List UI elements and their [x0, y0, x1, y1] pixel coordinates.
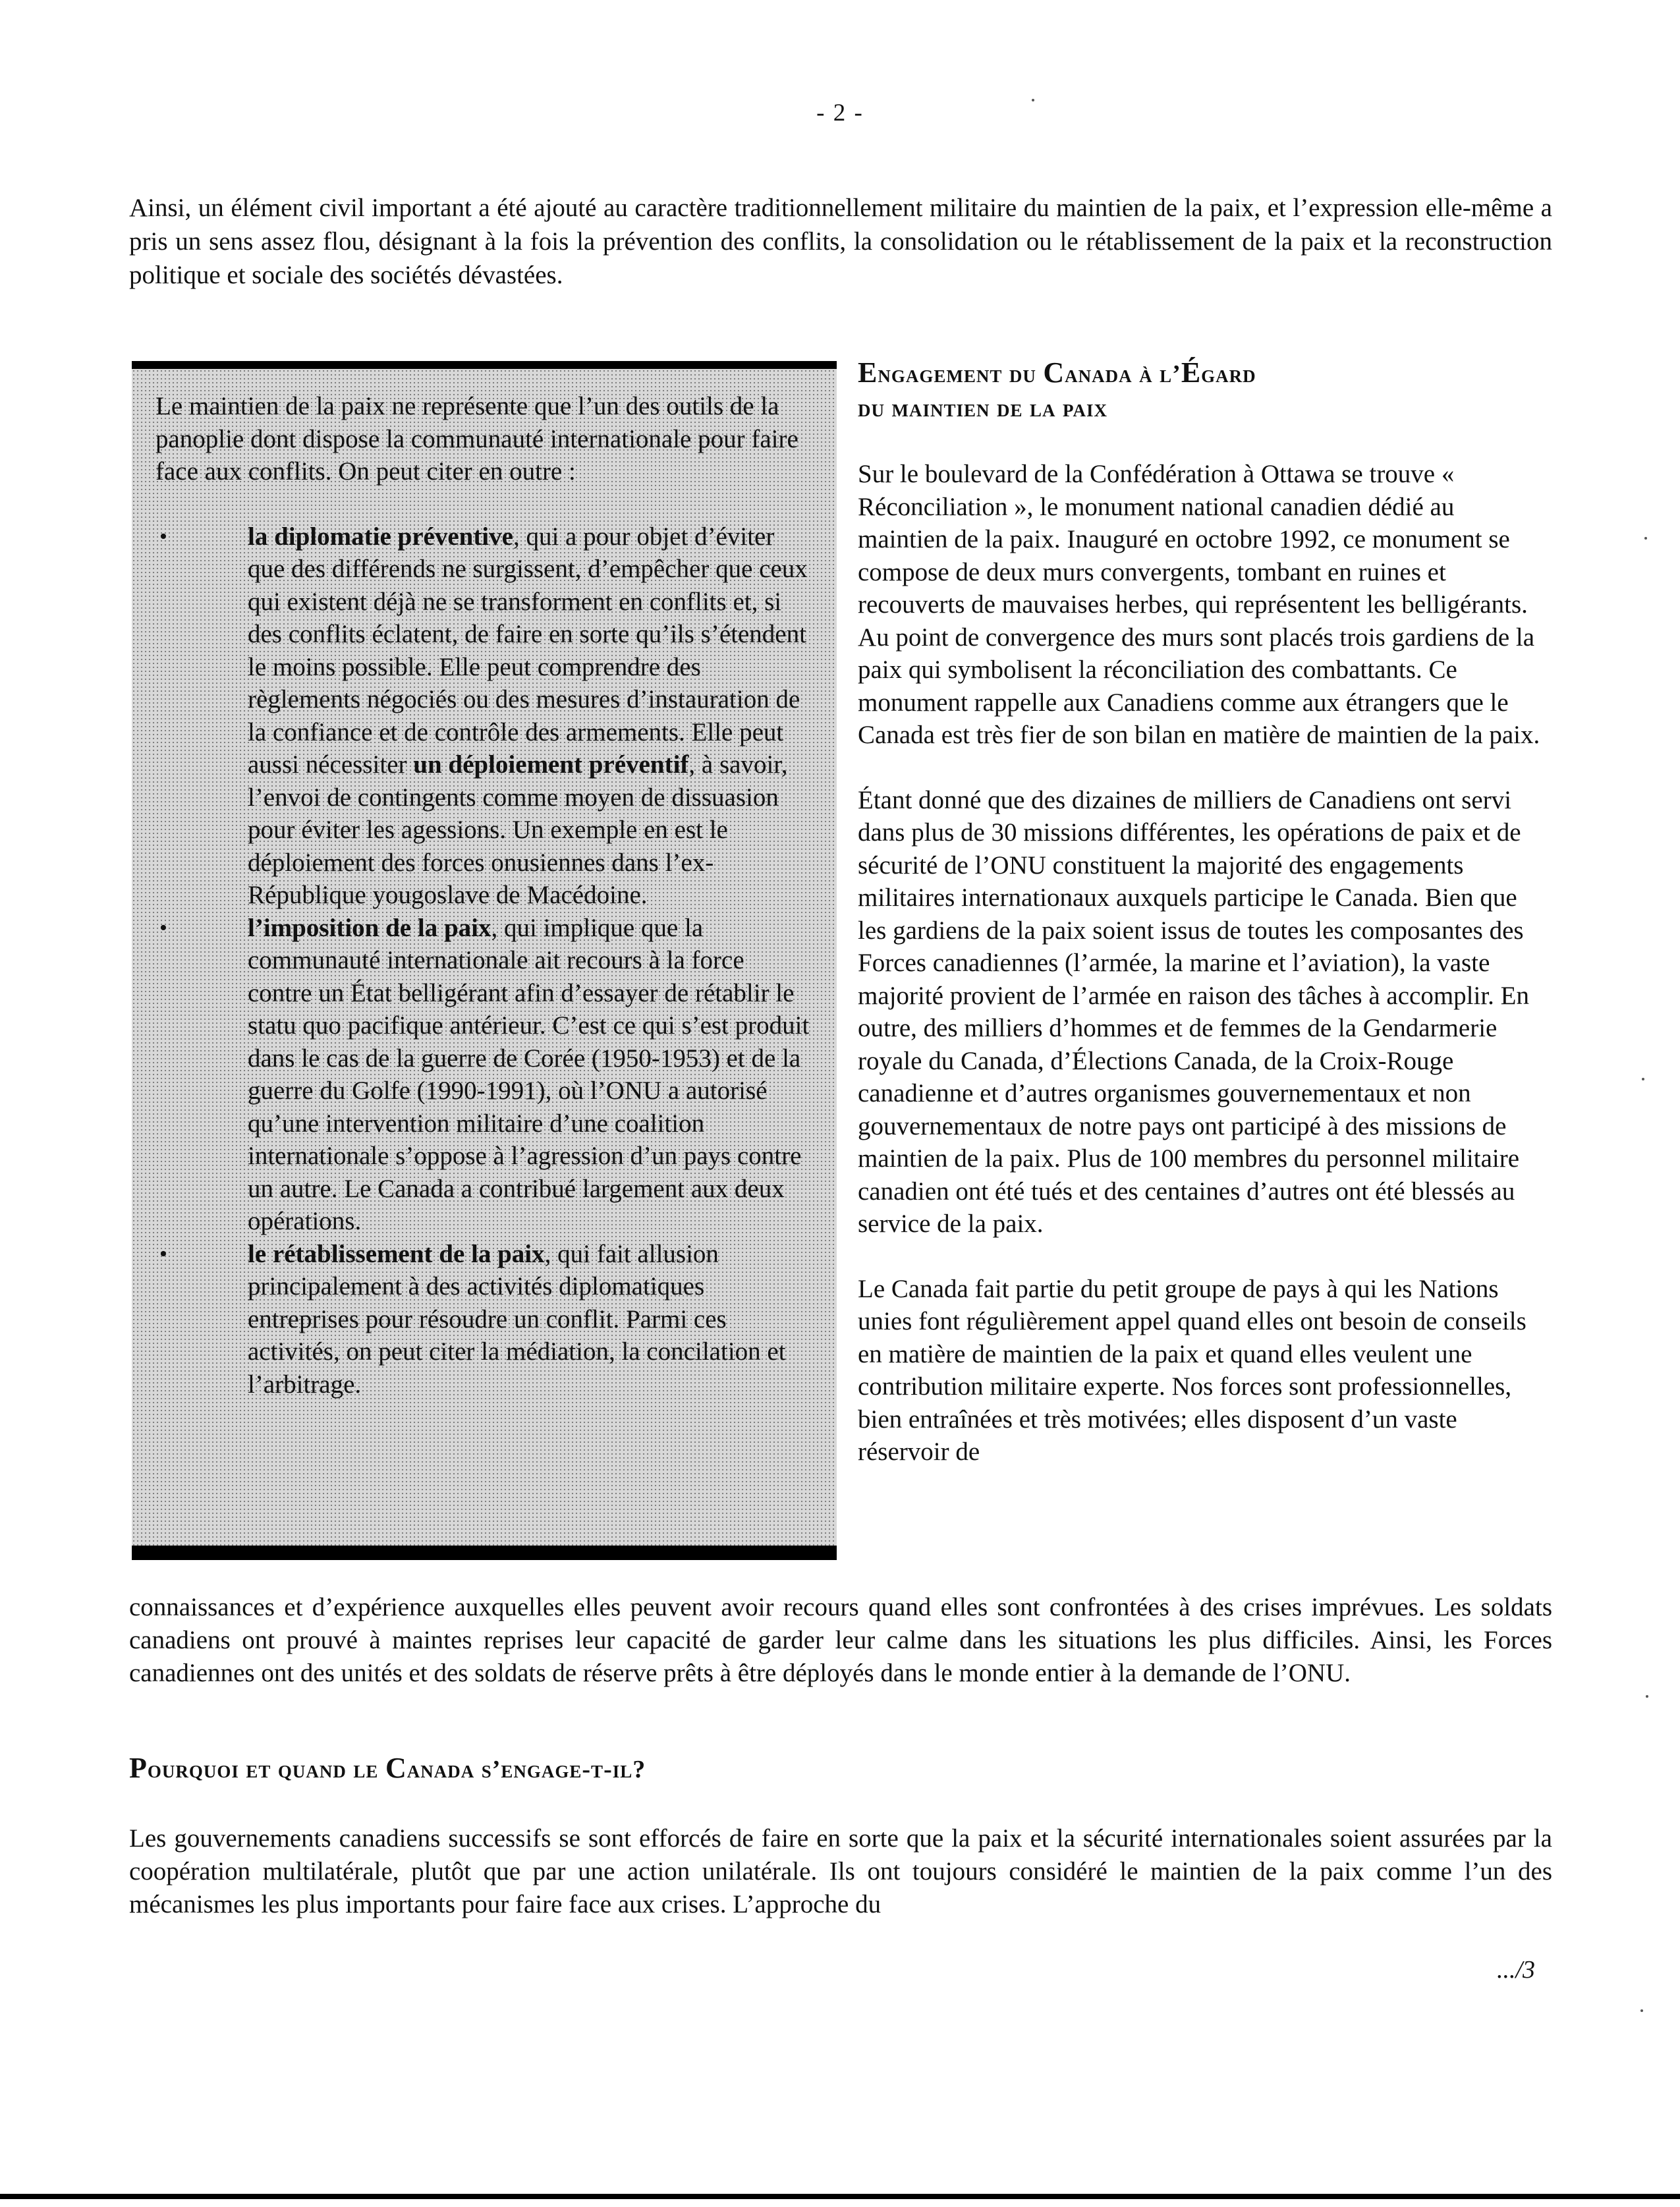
- intro-paragraph: Ainsi, un élément civil important a été ajouté au caractère traditionnellement militaire du maintien de la paix, et l’expression elle-même a pris un sens assez flou, désignant à la fois la prévention des conflits, la consolidation ou le rétablissement de la paix et la reconstruction politique et sociale des sociétés dévastées.: [129, 194, 1552, 289]
- scan-speck: [1644, 537, 1647, 540]
- scan-speck: [1642, 1078, 1644, 1080]
- bullet-icon: •: [159, 915, 167, 940]
- list-item: [155, 520, 814, 912]
- bottom-scan-border: [0, 2194, 1680, 2199]
- scan-speck: [1640, 2009, 1643, 2012]
- list-item-term: le rétablissement de la paix: [248, 1239, 545, 1268]
- sidebar-list: [155, 520, 814, 1401]
- list-item-text: , à savoir, l’envoi de contingents comme moyen de dissuasion pour éviter les agessions. Un exemple en est le déploiement des forces onusiennes dans l’ex-République yougoslave de Macédoine.: [248, 750, 788, 909]
- list-item-term: un déploiement préventif: [413, 750, 689, 779]
- sidebar-bottom-rule: [132, 1546, 837, 1560]
- next-page-marker: .../3: [1497, 1956, 1536, 1984]
- scan-speck: [1646, 1695, 1648, 1698]
- list-item: [155, 912, 814, 1238]
- list-item-text: , qui a pour objet d’éviter que des différends ne surgissent, d’empêcher que ceux qui existent déjà ne se transforment en conflits et, si des conflits éclatent, de faire en sorte qu’ils s’étendent le moins possible. Elle peut comprendre des règlements négociés ou des mesures d’instauration de la confiance et de contrôle des armements. Elle peut aussi nécessiter: [248, 522, 808, 779]
- section-heading: Engagement du Canada à l’Égard du maintien de la paix: [858, 356, 1256, 422]
- right-column: [858, 356, 1550, 1468]
- paragraph: Étant donné que des dizaines de milliers de Canadiens ont servi dans plus de 30 missions différentes, les opérations de paix et de sécurité de l’ONU constituent la majorité des engagements militaires internationaux auxquels participe le Canada. Bien que les gardiens de la paix soient issus de toutes les composantes des Forces canadiennes (l’armée, la marine et l’aviation), la vaste majorité provient de l’armée en raison des tâches à accomplir. En outre, des milliers d’hommes et de femmes de la Gendarmerie royale du Canada, d’Élections Canada, de la Croix-Rouge canadienne et d’autres organismes gouvernementaux et non gouvernementaux de notre pays ont participé à des missions de maintien de la paix. Plus de 100 membres du personnel militaire canadien ont été tués et des centaines d’autres ont été blessés au service de la paix.: [858, 785, 1530, 1238]
- paragraph: Le Canada fait partie du petit groupe de pays à qui les Nations unies font régulièrement appel quand elles ont besoin de conseils en matière de maintien de la paix et quand elles veulent une contribution militaire experte. Nos forces sont professionnelles, bien entraînées et très motivées; elles disposent d’un vaste réservoir de: [858, 1274, 1526, 1466]
- paragraph: connaissances et d’expérience auxquelles elles peuvent avoir recours quand elles sont confrontées à des crises imprévues. Les soldats canadiens ont prouvé à maintes reprises leur capacité de garder leur calme dans les situations les plus difficiles. Ainsi, les Forces canadiennes ont des unités et des soldats de réserve prêts à être déployés dans le monde entier à la demande de l’ONU.: [129, 1593, 1552, 1687]
- paragraph: Sur le boulevard de la Confédération à Ottawa se trouve « Réconciliation », le monument national canadien dédié au maintien de la paix. Inauguré en octobre 1992, ce monument se compose de deux murs convergents, tombant en ruines et recouverts de mauvaises herbes, qui représentent les belligérants. Au point de convergence des murs sont placés trois gardiens de la paix qui symbolisent la réconciliation des combattants. Ce monument rappelle aux Canadiens comme aux étrangers que le Canada est très fier de son bilan en matière de maintien de la paix.: [858, 460, 1540, 749]
- list-item-text: , qui fait allusion principalement à des activités diplomatiques entreprises pour résoudre un conflit. Parmi ces activités, on peut citer la médiation, la concilation et l’arbitrage.: [248, 1239, 786, 1399]
- sidebar-intro: Le maintien de la paix ne représente que l’un des outils de la panoplie dont dispose la communauté internationale pour faire face aux conflits. On peut citer en outre :: [155, 392, 798, 486]
- list-item: [155, 1238, 814, 1401]
- list-item-term: l’imposition de la paix: [248, 913, 491, 942]
- scan-speck: [1032, 99, 1034, 101]
- list-item-text: , qui implique que la communauté internationale ait recours à la force contre un État belligérant afin d’essayer de rétablir le statu quo pacifique antérieur. C’est ce qui s’est produit dans le cas de la guerre de Corée (1950-1953) et de la guerre du Golfe (1990-1991), où l’ONU a autorisé qu’une intervention militaire d’une coalition internationale s’oppose à l’agression d’un pays contre un autre. Le Canada a contribué largement aux deux opérations.: [248, 913, 810, 1235]
- bullet-icon: •: [159, 1241, 167, 1266]
- paragraph: Les gouvernements canadiens successifs se sont efforcés de faire en sorte que la paix et la sécurité internationales soient assurées par la coopération multilatérale, plutôt que par une action unilatérale. Ils ont toujours considéré le maintien de la paix comme l’un des mécanismes les plus importants pour faire face aux crises. L’approche du: [129, 1824, 1552, 1918]
- list-item-term: la diplomatie préventive: [248, 522, 513, 551]
- section-heading: Pourquoi et quand le Canada s’engage-t-il?: [129, 1752, 646, 1784]
- page-number: - 2 -: [816, 99, 864, 126]
- bullet-icon: •: [159, 524, 167, 549]
- sidebar-text: [155, 390, 814, 1401]
